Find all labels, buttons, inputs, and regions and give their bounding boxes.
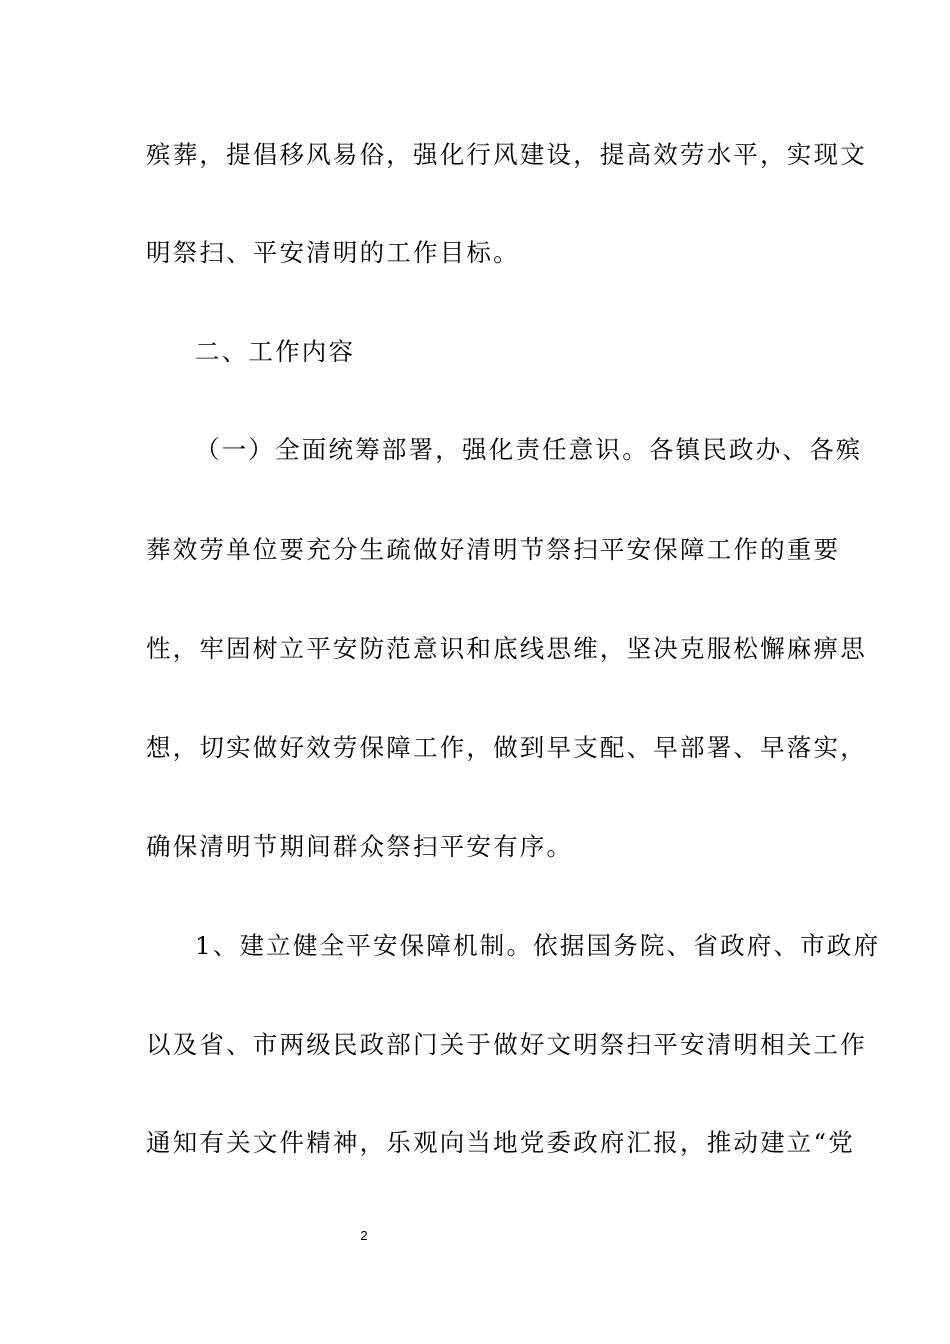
- section-heading: 二、工作内容: [195, 337, 356, 366]
- numbered-item-line: 1、建立健全平安保障机制。依据国务院、省政府、市政府: [195, 931, 881, 960]
- body-text-line: 性，牢固树立平安防范意识和底线思维，坚决克服松懈麻痹思: [146, 634, 867, 663]
- body-text-line: 通知有关文件精神，乐观向当地党委政府汇报，推动建立“党: [146, 1128, 855, 1157]
- body-text-line: 想，切实做好效劳保障工作，做到早支配、早部署、早落实，: [146, 733, 867, 762]
- body-text-line: 葬效劳单位要充分生疏做好清明节祭扫平安保障工作的重要: [146, 535, 841, 564]
- body-text-line: 确保清明节期间群众祭扫平安有序。: [146, 832, 574, 861]
- body-text-line: 明祭扫、平安清明的工作目标。: [146, 238, 520, 267]
- page-number: 2: [360, 1228, 368, 1243]
- subsection-heading-line: （一）全面统筹部署，强化责任意识。各镇民政办、各殡: [195, 435, 863, 464]
- body-text-line: 殡葬，提倡移风易俗，强化行风建设，提高效劳水平，实现文: [146, 140, 867, 169]
- body-text-line: 以及省、市两级民政部门关于做好文明祭扫平安清明相关工作: [146, 1030, 867, 1059]
